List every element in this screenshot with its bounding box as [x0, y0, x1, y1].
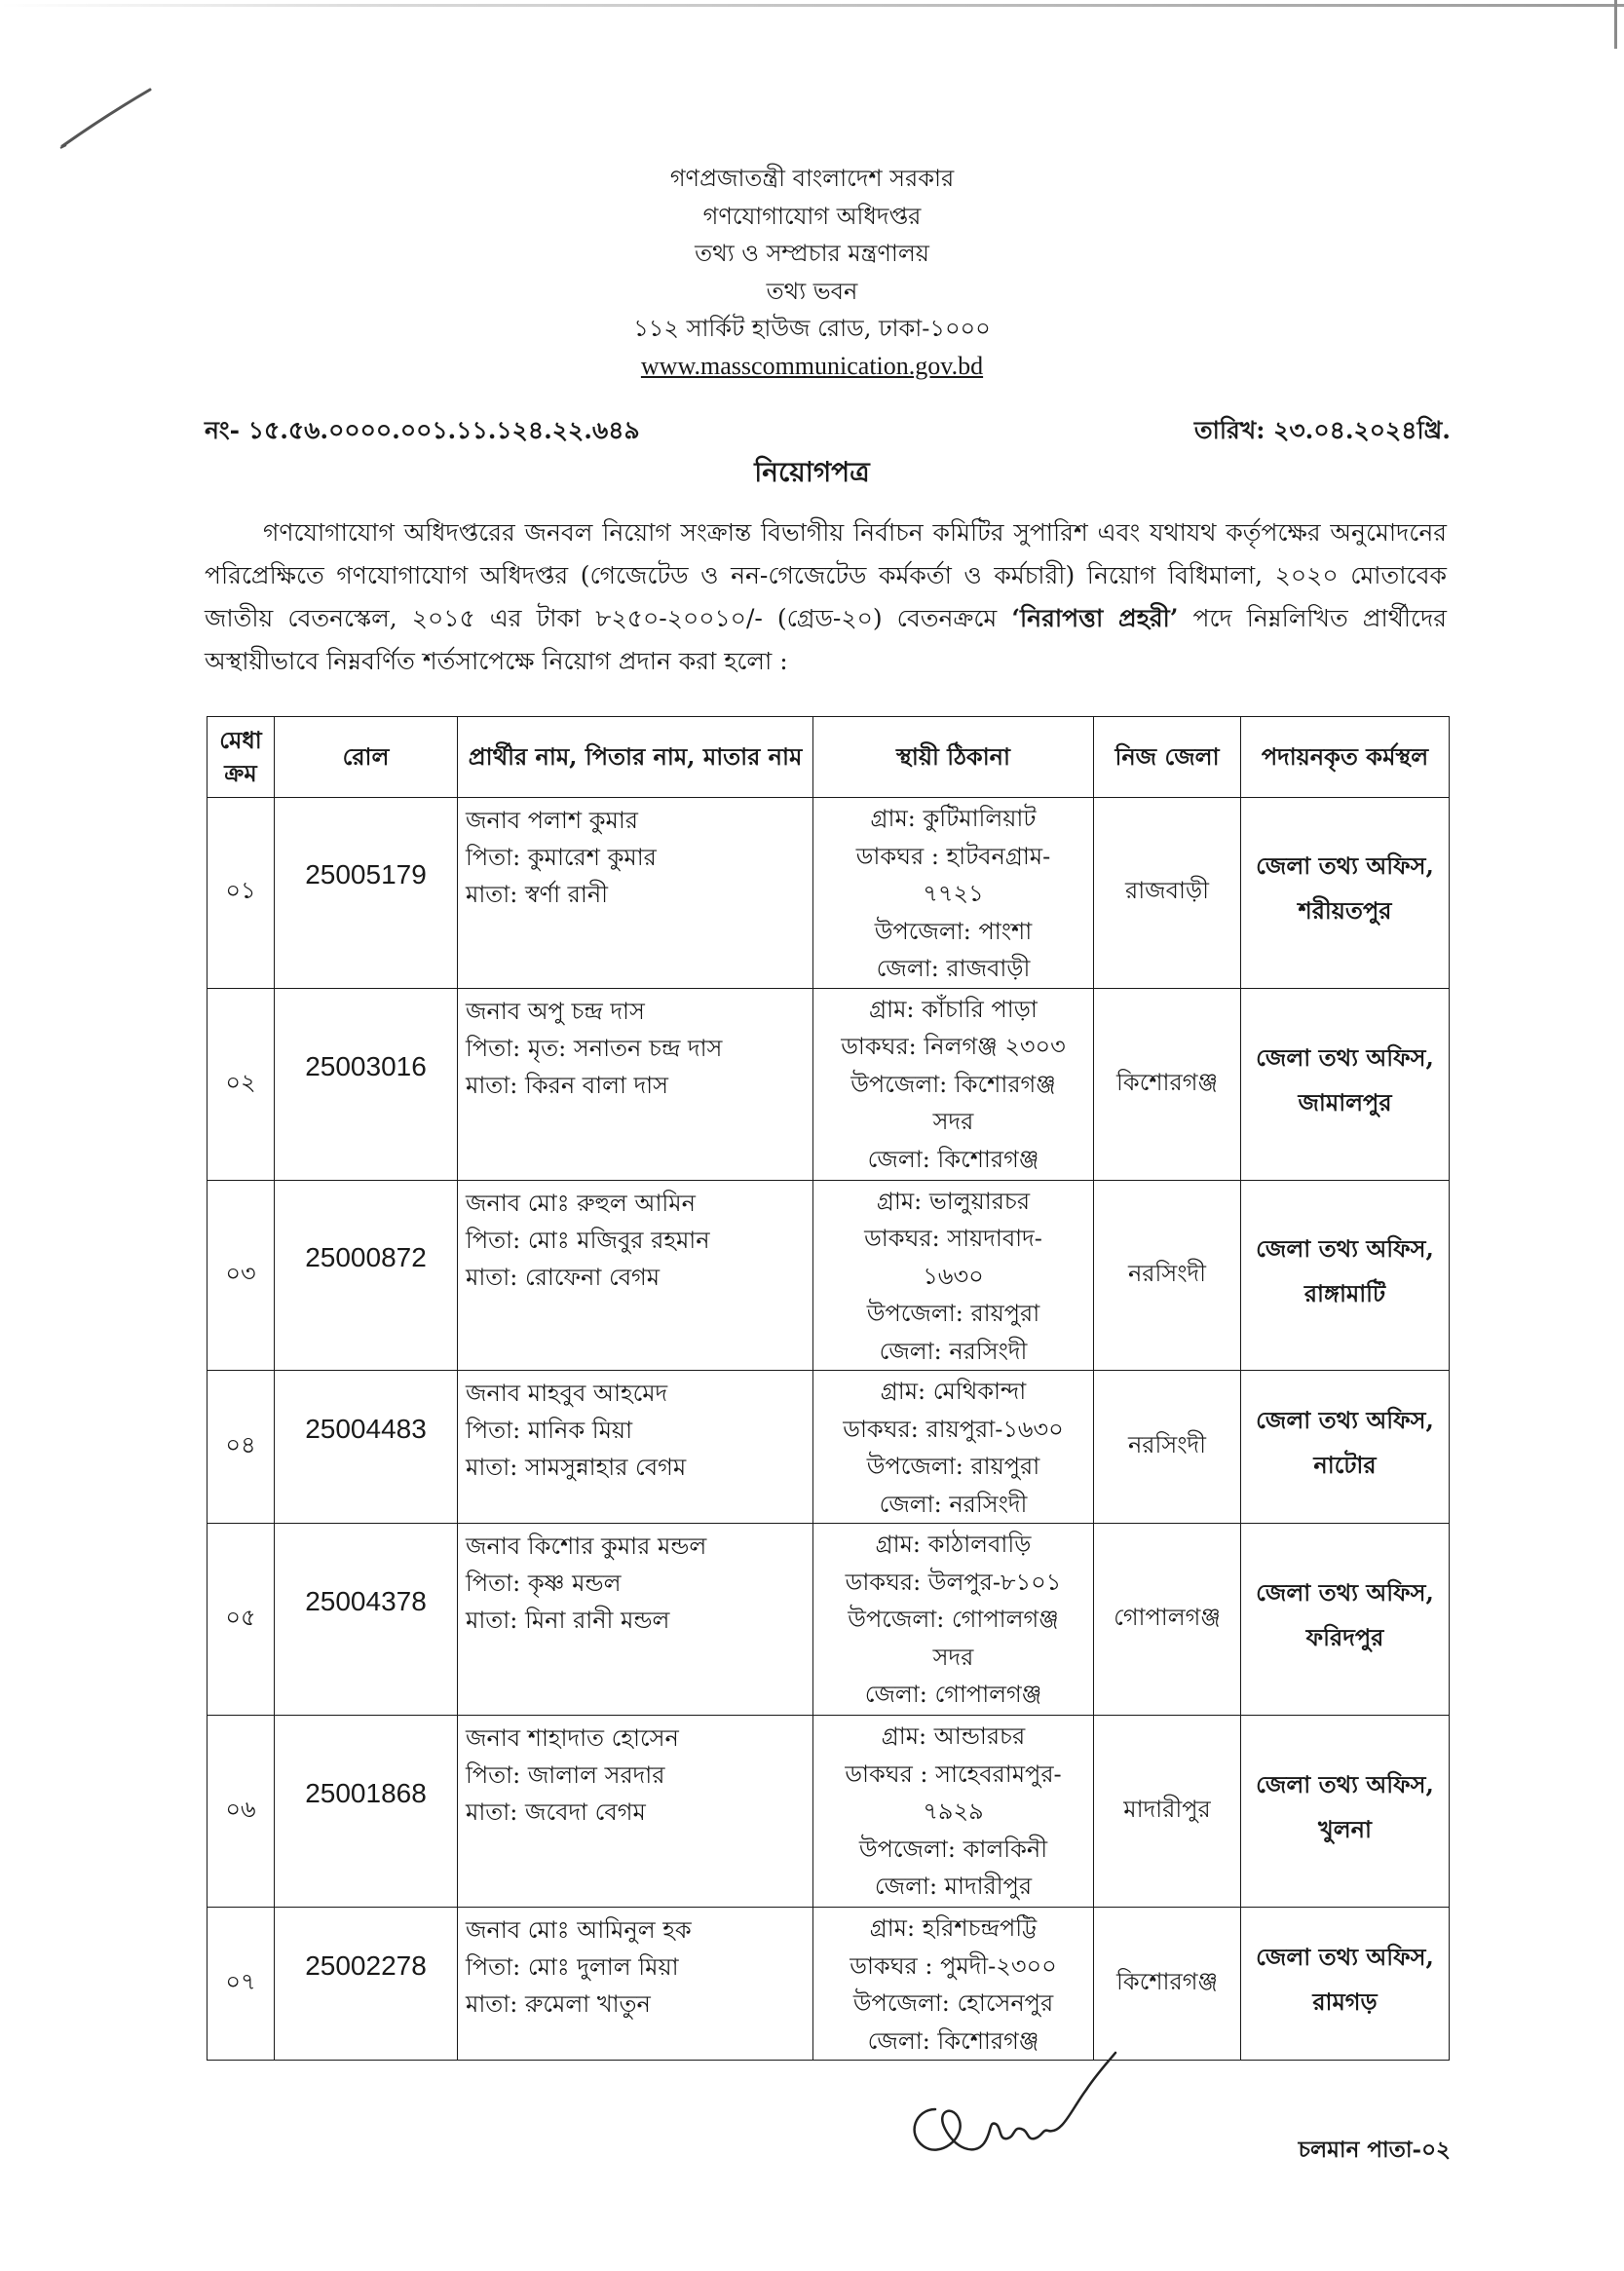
- roll-number: 25004483: [305, 1414, 427, 1444]
- posting-line: জেলা তথ্য অফিস,: [1256, 1042, 1434, 1072]
- father-name: পিতা: কৃষ্ণ মন্ডল: [466, 1570, 622, 1597]
- roll-number: 25002278: [305, 1950, 427, 1981]
- address-line: উপজেলা: রায়পুরা: [866, 1300, 1040, 1327]
- cell-posting: [1241, 1524, 1450, 1716]
- address-line: উপজেলা: গোপালগঞ্জ: [848, 1606, 1059, 1633]
- continued-page-note: চলমান পাতা-০২: [1298, 2137, 1451, 2163]
- posting-line: ফরিদপুর: [1305, 1623, 1384, 1651]
- cell-posting: [1241, 1371, 1450, 1524]
- posting-line: জেলা তথ্য অফিস,: [1256, 852, 1434, 881]
- address-line: জেলা: মাদারীপুর: [874, 1873, 1033, 1900]
- table-header-row: [208, 717, 1450, 798]
- table-row: [208, 798, 1450, 989]
- mother-name: মাতা: কিরন বালা দাস: [466, 1071, 668, 1099]
- address-line: গ্রাম: ভালুয়ারচর: [876, 1187, 1031, 1215]
- signature-mark: [906, 2051, 1159, 2177]
- memo-reference-number: নং- ১৫.৫৬.০০০০.০০১.১১.১২৪.২২.৬৪৯: [205, 416, 640, 444]
- candidate-name: জনাব শাহাদাত হোসেন: [466, 1724, 679, 1752]
- posting-line: জেলা তথ্য অফিস,: [1256, 1770, 1434, 1798]
- address-line: গ্রাম: আন্ডারচর: [881, 1722, 1026, 1750]
- letterhead: [0, 160, 1624, 385]
- cell-roll: [275, 1524, 458, 1716]
- cell-address: [813, 1908, 1094, 2061]
- cell-roll: [275, 988, 458, 1180]
- cell-names: [458, 1524, 813, 1716]
- cell-roll: [275, 798, 458, 989]
- posting-wrap: [1241, 1036, 1449, 1125]
- cell-address: [813, 1716, 1094, 1908]
- cell-serial: ০৬: [208, 1716, 275, 1908]
- address-line: ডাকঘর : সাহেবরামপুর-: [845, 1760, 1062, 1788]
- address-line: উপজেলা: কালকিনী: [858, 1835, 1048, 1863]
- posting-line: জেলা তথ্য অফিস,: [1256, 1406, 1434, 1434]
- address-line: জেলা: নরসিংদী: [879, 1490, 1028, 1518]
- cell-names: [458, 1180, 813, 1371]
- cell-home-district: গোপালগঞ্জ: [1094, 1524, 1241, 1716]
- address-line: ডাকঘর: সায়দাবাদ-: [864, 1225, 1042, 1252]
- father-name: পিতা: মানিক মিয়া: [466, 1417, 633, 1444]
- cell-names: [458, 1371, 813, 1524]
- cell-names: [458, 988, 813, 1180]
- cell-roll: [275, 1908, 458, 2061]
- cell-names: [458, 1908, 813, 2061]
- address-line: গ্রাম: হরিশচন্দ্রপট্টি: [869, 1914, 1038, 1942]
- roll-number: 25005179: [305, 859, 427, 890]
- posting-wrap: [1241, 1227, 1449, 1316]
- body-text-after: পদে নিম্নলিখিত প্রার্থীদের অস্থায়ীভাবে নিম্নবর্ণিত শর্তসাপেক্ষে নিয়োগ প্রদান করা হলো :: [205, 604, 1447, 675]
- address-line: গ্রাম: কাঠালবাড়ি: [875, 1531, 1032, 1558]
- ministry-name: তথ্য ও সম্প্রচার মন্ত্রণালয়: [695, 240, 929, 267]
- address-line: ৭৯২৯: [923, 1798, 984, 1825]
- memo-date: তারিখ: ২৩.০৪.২০২৪খ্রি.: [1193, 416, 1451, 444]
- cell-serial: ০২: [208, 988, 275, 1180]
- posting-line: রামগড়: [1312, 1987, 1378, 2016]
- header-posting: পদায়নকৃত কর্মস্থল: [1241, 717, 1450, 798]
- table-row: [208, 1180, 1450, 1371]
- mother-name: মাতা: মিনা রানী মন্ডল: [466, 1607, 670, 1634]
- posting-line: খুলনা: [1318, 1815, 1372, 1843]
- address-line: জেলা: কিশোরগঞ্জ: [867, 1145, 1039, 1173]
- post-name: ‘নিরাপত্তা প্রহরী’: [1011, 604, 1179, 632]
- mother-name: মাতা: রোফেনা বেগম: [466, 1263, 661, 1291]
- cell-names: [458, 798, 813, 989]
- cell-home-district: নরসিংদী: [1094, 1180, 1241, 1371]
- cell-address: [813, 1524, 1094, 1716]
- posting-wrap: [1241, 1935, 1449, 2025]
- body-text-before: গণযোগাযোগ অধিদপ্তরের জনবল নিয়োগ সংক্রান্ত বিভাগীয় নির্বাচন কমিটির সুপারিশ এবং যথাযথ কর্তৃপক্ষের অনুমোদনের পরিপ্রেক্ষিতে গণযোগাযোগ অধিদপ্তর (গেজেটেড ও নন-গেজেটেড কর্মকর্তা ও কর্মচারী) নিয়োগ বিধিমালা, ২০২০ মোতাবেক জাতীয় বেতনস্কেল, ২০১৫ এর টাকা ৮২৫০-২০০১০/- (গ্রেড-২০) বেতনক্রমে: [205, 518, 1447, 632]
- posting-wrap: [1241, 1571, 1449, 1660]
- cell-address: [813, 798, 1094, 989]
- address-line: ডাকঘর: রায়পুরা-১৬৩০: [843, 1415, 1064, 1443]
- address-line: ১৬৩০: [923, 1262, 984, 1290]
- cell-home-district: রাজবাড়ী: [1094, 798, 1241, 989]
- candidate-name: জনাব অপু চন্দ্র দাস: [466, 997, 645, 1025]
- cell-posting: [1241, 1908, 1450, 2061]
- cell-posting: [1241, 1180, 1450, 1371]
- address-line: উপজেলা: হোসেনপুর: [852, 1989, 1054, 2017]
- posting-line: নাটোর: [1313, 1451, 1377, 1479]
- address-line: সদর: [932, 1108, 974, 1135]
- roll-number: 25003016: [305, 1050, 427, 1081]
- father-name: পিতা: মোঃ মজিবুর রহমান: [466, 1226, 710, 1254]
- posting-wrap: [1241, 1762, 1449, 1852]
- cell-posting: [1241, 1716, 1450, 1908]
- posting-wrap: [1241, 1398, 1449, 1488]
- cell-serial: ০৪: [208, 1371, 275, 1524]
- header-names: প্রার্থীর নাম, পিতার নাম, মাতার নাম: [458, 717, 813, 798]
- scan-right-edge: [1614, 0, 1617, 49]
- department-name: গণযোগাযোগ অধিদপ্তর: [702, 202, 922, 230]
- header-roll: রোল: [275, 717, 458, 798]
- mother-name: মাতা: রুমেলা খাতুন: [466, 1990, 651, 2018]
- address-line: গ্রাম: মেথিকান্দা: [880, 1378, 1027, 1405]
- roll-number: 25000872: [305, 1241, 427, 1272]
- cell-address: [813, 1371, 1094, 1524]
- father-name: পিতা: মোঃ দুলাল মিয়া: [466, 1953, 679, 1981]
- address-line: ডাকঘর : হাটবনগ্রাম-: [855, 842, 1051, 870]
- cell-names: [458, 1716, 813, 1908]
- address-line: জেলা: নরসিংদী: [879, 1337, 1028, 1365]
- website-link[interactable]: www.masscommunication.gov.bd: [640, 351, 984, 380]
- cell-posting: [1241, 798, 1450, 989]
- address-line: ৭৭২১: [923, 880, 984, 907]
- roll-number: 25004378: [305, 1586, 427, 1616]
- document-title: নিয়োগপত্র: [754, 456, 870, 488]
- cell-home-district: মাদারীপুর: [1094, 1716, 1241, 1908]
- table-row: [208, 988, 1450, 1180]
- header-district: নিজ জেলা: [1094, 717, 1241, 798]
- candidate-name: জনাব মোঃ রুহুল আমিন: [466, 1189, 696, 1217]
- cell-roll: [275, 1716, 458, 1908]
- scan-top-edge: [0, 4, 1624, 7]
- address-line: ডাকঘর: নিলগঞ্জ ২৩০৩: [841, 1033, 1066, 1060]
- posting-line: জেলা তথ্য অফিস,: [1256, 1943, 1434, 1971]
- address-line: উপজেলা: পাংশা: [874, 917, 1033, 945]
- cell-serial: ০১: [208, 798, 275, 989]
- cell-serial: ০৭: [208, 1908, 275, 2061]
- address-line: উপজেলা: কিশোরগঞ্জ: [850, 1070, 1056, 1098]
- posting-line: জেলা তথ্য অফিস,: [1256, 1233, 1434, 1263]
- candidate-name: জনাব পলাশ কুমার: [466, 807, 638, 834]
- cell-roll: [275, 1180, 458, 1371]
- cell-home-district: কিশোরগঞ্জ: [1094, 1908, 1241, 2061]
- cell-home-district: কিশোরগঞ্জ: [1094, 988, 1241, 1180]
- posting-line: শরীয়তপুর: [1298, 896, 1392, 926]
- appointee-table: [207, 716, 1450, 2061]
- candidate-name: জনাব মোঃ আমিনুল হক: [466, 1916, 692, 1944]
- address-line: সদর: [932, 1643, 974, 1671]
- office-address: ১১২ সার্কিট হাউজ রোড, ঢাকা-১০০০: [633, 315, 991, 342]
- cell-address: [813, 1180, 1094, 1371]
- table-row: [208, 1716, 1450, 1908]
- father-name: পিতা: কুমারেশ কুমার: [466, 844, 657, 871]
- header-serial: মেধা ক্রম: [208, 717, 275, 798]
- mother-name: মাতা: স্বর্ণা রানী: [466, 881, 609, 908]
- table-row: [208, 1524, 1450, 1716]
- cell-roll: [275, 1371, 458, 1524]
- posting-wrap: [1241, 844, 1449, 933]
- father-name: পিতা: জালাল সরদার: [466, 1761, 665, 1789]
- header-address: স্থায়ী ঠিকানা: [813, 717, 1094, 798]
- posting-line: রাঙ্গামাটি: [1303, 1278, 1386, 1307]
- table-row: [208, 1371, 1450, 1524]
- table-row: [208, 1908, 1450, 2061]
- building-name: তথ্য ভবন: [766, 277, 858, 305]
- pen-stroke-mark: [57, 86, 164, 154]
- address-line: ডাকঘর: উলপুর-৮১০১: [845, 1568, 1062, 1596]
- address-line: জেলা: গোপালগঞ্জ: [864, 1681, 1042, 1708]
- cell-serial: ০৩: [208, 1180, 275, 1371]
- cell-address: [813, 988, 1094, 1180]
- mother-name: মাতা: সামসুন্নাহার বেগম: [466, 1454, 687, 1481]
- address-line: জেলা: রাজবাড়ী: [876, 955, 1031, 982]
- posting-line: জামালপুর: [1298, 1087, 1392, 1117]
- mother-name: মাতা: জবেদা বেগম: [466, 1798, 646, 1826]
- cell-posting: [1241, 988, 1450, 1180]
- appointment-body-text: [205, 511, 1447, 683]
- address-line: গ্রাম: কাঁচারি পাড়া: [869, 995, 1038, 1023]
- address-line: গ্রাম: কুটিমালিয়াট: [870, 805, 1037, 832]
- govt-name: গণপ্রজাতন্ত্রী বাংলাদেশ সরকার: [669, 165, 955, 192]
- posting-line: জেলা তথ্য অফিস,: [1256, 1578, 1434, 1607]
- address-line: জেলা: কিশোরগঞ্জ: [867, 2026, 1039, 2055]
- father-name: পিতা: মৃত: সনাতন চন্দ্র দাস: [466, 1034, 723, 1062]
- cell-serial: ০৫: [208, 1524, 275, 1716]
- address-line: ডাকঘর : পুমদী-২৩০০: [850, 1951, 1057, 1980]
- address-line: উপজেলা: রায়পুরা: [866, 1453, 1040, 1480]
- cell-home-district: নরসিংদী: [1094, 1371, 1241, 1524]
- candidate-name: জনাব কিশোর কুমার মন্ডল: [466, 1533, 707, 1560]
- roll-number: 25001868: [305, 1778, 427, 1808]
- candidate-name: জনাব মাহবুব আহমেদ: [466, 1380, 668, 1407]
